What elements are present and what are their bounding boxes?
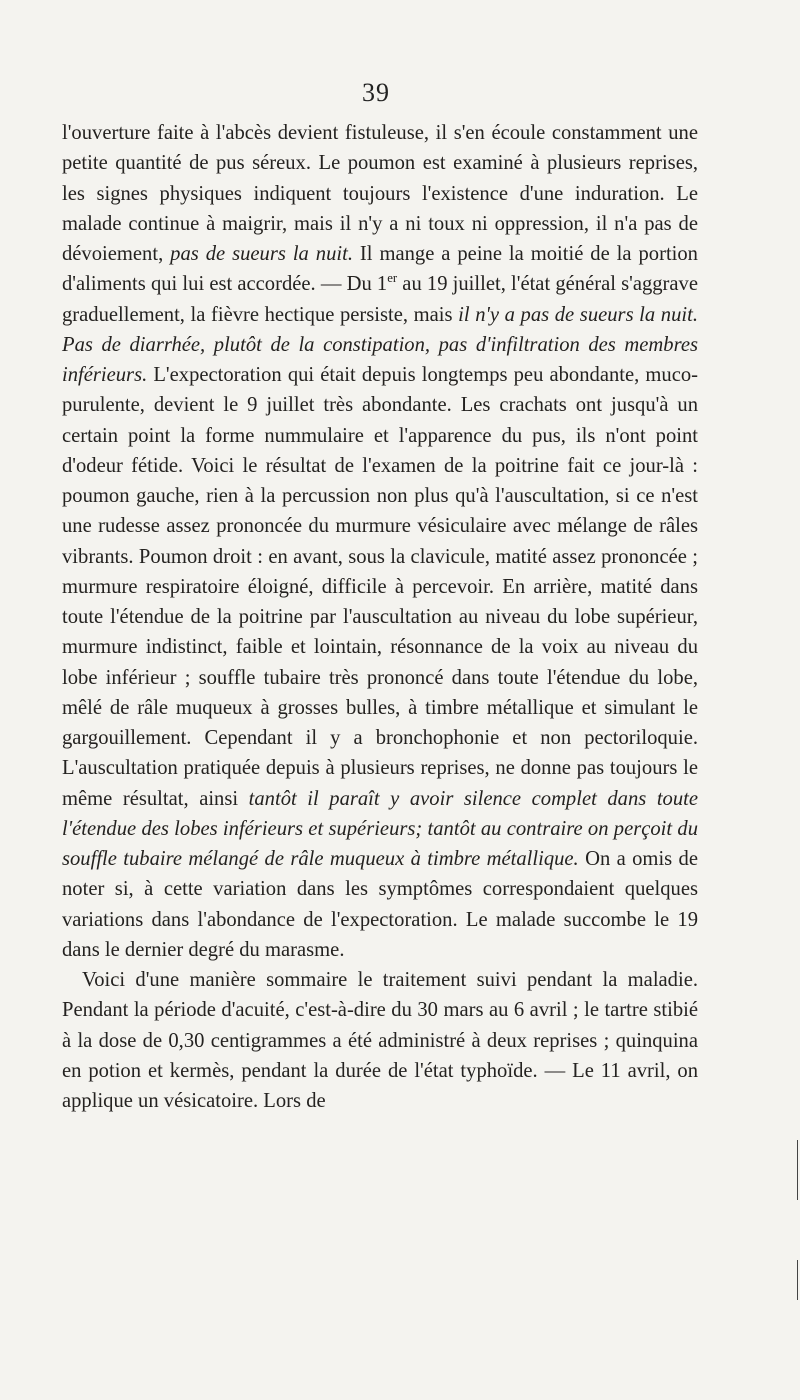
page-number: 39 [362, 78, 390, 107]
scan-edge-mark [797, 1140, 798, 1200]
scan-edge-mark [797, 1260, 798, 1300]
body-text [62, 118, 698, 1116]
text-segment: Il mange a peine la moitié de la portion d'aliments qui lui est accordée. — Du 1 [62, 243, 698, 296]
italic-text: il n'y a pas de sueurs la nuit. Pas de diarrhée, plutôt de la constipation, pas d'infiltration des membres inférieurs. [62, 303, 698, 386]
italic-text: tantôt il paraît y avoir silence complet dans toute l'étendue des lobes inférieurs et supérieurs; tantôt au contraire on perçoit du souffle tubaire mélangé de râle muqueux à timbre métallique. [62, 787, 699, 870]
italic-text: pas de sueurs la nuit. [170, 243, 353, 265]
text-segment: au 19 juillet, l'état général s'aggrave graduellement, la fièvre hectique persiste, mais [62, 273, 698, 326]
text-segment: On a omis de noter si, à cette variation dans les symptômes correspondaient quelques variations dans l'abondance de l'expectoration. Le malade succombe le 19 dans le dernier degré du marasme. [62, 848, 698, 961]
superscript-text: er [387, 271, 398, 286]
paragraph [62, 118, 698, 965]
text-segment: l'ouverture faite à l'abcès devient fistuleuse, il s'en écoule constamment une petite quantité de pus séreux. Le poumon est examiné à plusieurs reprises, les signes physiques indiquent toujours l'existence d'une induration. Le malade continue à maigrir, mais il n'y a ni toux ni oppression, il n'a pas de dévoiement, [62, 122, 698, 265]
paragraph [62, 965, 698, 1116]
text-segment: Voici d'une manière sommaire le traitement suivi pendant la maladie. Pendant la période d'acuité, c'est-à-dire du 30 mars au 6 avril ; le tartre stibié à la dose de 0,30 centigrammes a été administré à deux reprises ; quinquina en potion et kermès, pendant la durée de l'état typhoïde. — Le 11 avril, on applique un vésicatoire. Lors de [62, 969, 698, 1112]
text-segment: L'expectoration qui était depuis longtemps peu abondante, muco-purulente, devient le 9 juillet très abondante. Les crachats ont jusqu'à un certain point la forme nummulaire et l'apparence du pus, ils n'ont point d'odeur fétide. Voici le résultat de l'examen de la poitrine fait ce jour-là : poumon gauche, rien à la percussion non plus qu'à l'auscultation, si ce n'est une rudesse assez prononcée du murmure vésiculaire avec mélange de râles vibrants. Poumon droit : en avant, sous la clavicule, matité assez prononcée ; murmure respiratoire éloigné, difficile à percevoir. En arrière, matité dans toute l'étendue de la poitrine par l'auscultation au niveau du lobe supérieur, murmure indistinct, faible et lointain, résonnance de la voix au niveau du lobe inférieur ; souffle tubaire très prononcé dans toute l'étendue du lobe, mêlé de râle muqueux à grosses bulles, à timbre métallique et simulant le gargouillement. Cependant il y a bronchophonie et non pectoriloquie. L'auscultation pratiquée depuis à plusieurs reprises, ne donne pas toujours le même résultat, ainsi [62, 364, 698, 810]
